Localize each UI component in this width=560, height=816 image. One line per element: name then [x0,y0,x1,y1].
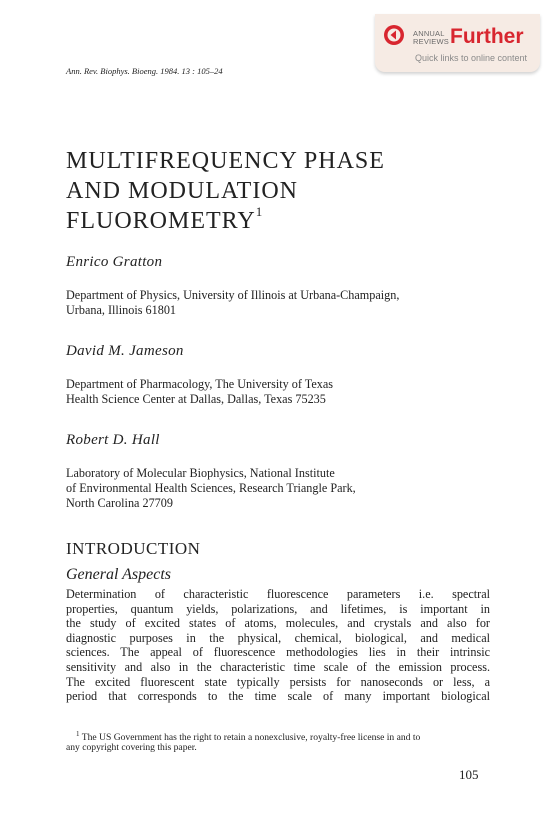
body-line: sciences. The appeal of fluorescence methodologies lies in their intrinsic [66,645,490,660]
footnote-mark: 1 [76,730,80,738]
title-line: AND MODULATION [66,178,298,204]
annual-reviews-further-badge[interactable] [375,14,540,72]
section-heading: INTRODUCTION [66,539,201,558]
badge-brand-label: Further [450,25,524,48]
subsection-heading: General Aspects [66,566,172,583]
body-line: period that corresponds to the time scale of many important biological [66,689,490,704]
author-affiliation: Laboratory of Molecular Biophysics, National Institute of Environmental Health Sciences, Research Triangle Park, North Carolina 27709 [66,466,356,510]
badge-tagline[interactable]: Quick links to online content [415,53,528,63]
footnote-text: The US Government has the right to retain a nonexclusive, royalty-free license in and to [81,732,421,744]
body-paragraph [66,587,490,704]
body-line: the study of excited states of atoms, molecules, and crystals and also for [66,616,490,631]
annual-reviews-logo-icon [383,24,405,46]
badge-publisher-label: ANNUAL REVIEWS [413,29,449,46]
author-name: David M. Jameson [66,343,184,359]
author-name: Enrico Gratton [66,254,163,270]
author-affiliation: Department of Physics, University of Illinois at Urbana-Champaign, Urbana, Illinois 61801 [66,288,400,317]
body-line: diagnostic purposes in the physical, chemical, biological, and medical [66,630,490,645]
title-line: FLUOROMETRY$^1$ [66,204,264,234]
title-footnote-mark[interactable]: 1 [255,204,264,219]
body-line: The excited fluorescent state typically persists for nanoseconds or less, a [66,674,490,689]
page-number: 105 [459,767,479,782]
author-name: Robert D. Hall [66,432,160,448]
article-title [66,146,385,236]
footnote-text: any copyright covering this paper. [66,742,197,753]
title-line: MULTIFREQUENCY PHASE [66,148,385,174]
footnote [66,728,492,754]
body-line: sensitivity and also in the characteristic time scale of the emission process. [66,659,490,674]
body-line: properties, quantum yields, polarizations, and lifetimes, is important in [66,601,490,616]
author-affiliation: Department of Pharmacology, The University of Texas Health Science Center at Dallas, Dallas, Texas 75235 [66,377,333,406]
running-head: Ann. Rev. Biophys. Bioeng. 1984. 13 : 105–24 [66,66,223,76]
body-line: Determination of characteristic fluorescence parameters i.e. spectral [66,587,490,601]
